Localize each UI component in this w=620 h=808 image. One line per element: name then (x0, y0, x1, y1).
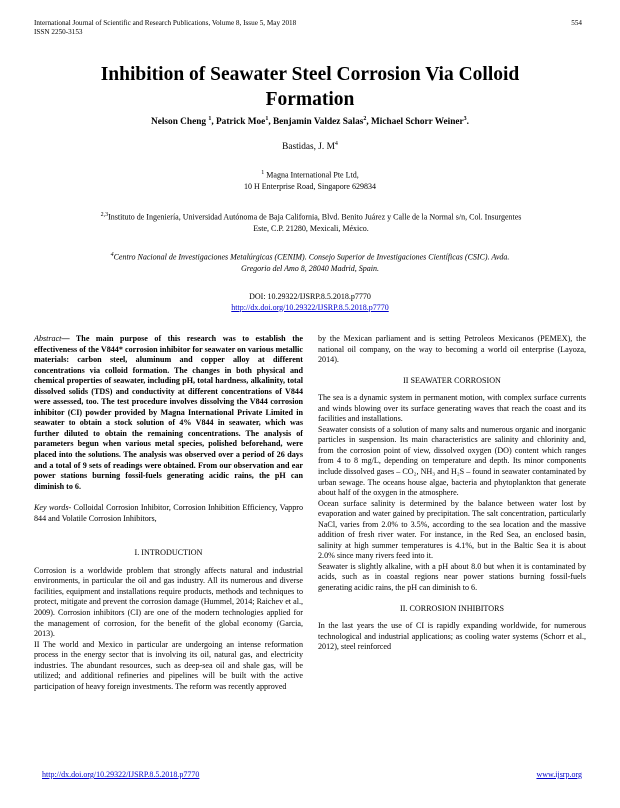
affiliation-line: 10 H Enterprise Road, Singapore 629834 (244, 181, 376, 191)
paragraph: II The world and Mexico in particular are undergoing an intense reformation process in the energy sector that is involving its oil, natural gas, and electricity industries. The abundant resources, such as deep-sea oil and shale gas, will be utilized; and additional refineries and pipelines will be built with the active participation of heavy foreign investments. The reform was recently approved (34, 639, 303, 691)
page-number: 554 (571, 19, 582, 27)
running-header (34, 19, 296, 37)
affiliation-line: Instituto de Ingeniería, Universidad Autónoma de Baja California, Blvd. Benito Juárez y Calle de la Normal s/n, Col. Insurgentes (108, 212, 522, 222)
author-affiliation-mark: 1 (208, 116, 212, 122)
paragraph: The sea is a dynamic system in permanent motion, with complex surface currents and winds blowing over its surface generating waves that reach the coast and its facilities and installations. (318, 393, 586, 424)
author-affiliation-mark: 4 (334, 141, 338, 147)
doi-link[interactable]: http://dx.doi.org/10.29322/IJSRP.8.5.2018.p7770 (231, 302, 389, 312)
left-column (34, 334, 303, 692)
paragraph: Corrosion is a worldwide problem that strongly affects natural and industrial environments, in particular the oil and gas industry. All its numerous and diverse facilities, equipment and installations require products, methods and techniques to protect, mitigate and prevent the corrosion damage (Hummel, 2014; Raichev et al., 2009). Corrosion inhibitors (CI) are one of the modern technologies applied for the management of corrosion, for the benefit of the global economy (Garcia, 2013). (34, 565, 303, 639)
keywords (34, 503, 303, 524)
journal-name: International Journal of Scientific and Research Publications, Volume 8, Issue 5, May 2018 (34, 19, 297, 27)
paragraph: Seawater consists of a solution of many salts and numerous organic and inorganic particles in suspension. Its main characteristics are salinity and chlorinity and, from the corrosion point of view, dissolved oxygen (DO) content which ranges from 4 to 8 mg/L, depending on temperature and depth. Its minor components include dissolved gases – CO₂, NH₃ and H₂S – found in seawater contaminated by urban sewage. The oceans house algae, bacteria and phytoplankton that generate about half of the oxygen in the atmosphere. (318, 424, 586, 498)
abstract (34, 334, 303, 492)
paragraph: Seawater is slightly alkaline, with a pH about 8.0 but when it is contaminated by acids, such as in coastal regions near power stations burning fossil-fuels generating acidic rains, the pH can diminish to 6. (318, 561, 586, 593)
paragraph: by the Mexican parliament and is setting Petroleos Mexicanos (PEMEX), the national oil company, on the way to becoming a world oil enterprise (Layoza, 2014). (318, 334, 586, 365)
abstract-body: — The main purpose of this research was to establish the effectiveness of the V844* corrosion inhibitor for seawater on various metallic materials: carbon steel, aluminum and copper alloy at different concentrations via colloid formation. The changes in both physical and chemical properties of seawater, including pH, total hardness, alkalinity, total dissolved solids (TDS) and conductivity at different concentrations of V844 were assessed, too. The test procedure involves dissolving the V844 corrosion inhibitor (CI) powder provided by Magna International Private Limited in seawater to obtain a stock solution of 4% V844 in seawater, which was further diluted to obtain the remaining concentrations. The analysis of parameters begun when various metal species, polished beforehand, were placed into the solutions. The analysis was observed over a period of 26 days and a total of 9 sets of readings were obtained. From our observation and ear power stations burning fossil-fuels generating acidic rains, the pH can diminish to 6. (34, 334, 303, 491)
author-affiliation-mark: 2 (363, 116, 367, 122)
affiliation-line: Este, C.P. 21280, Mexicali, México. (253, 223, 369, 233)
paragraph: Ocean surface salinity is determined by the balance between water lost by evaporation and water gained by precipitation. The salt concentration, particularly NaCl, varies from 2.0% to 3.5%, according to the sea location and the massive addition of fresh river water. For instance, in the Red Sea, an enclosed basin, salinity at high summer temperatures is 4.1%, but in the Baltic Sea it is about 2.0% since many rivers feed into it. (318, 498, 586, 561)
doi-block (30, 292, 590, 313)
affiliation-line: Magna International Pte Ltd, (266, 170, 359, 180)
section-heading-introduction: I. INTRODUCTION (134, 548, 203, 558)
author-affiliation-mark: 1 (265, 116, 269, 122)
footer-doi-link[interactable]: http://dx.doi.org/10.29322/IJSRP.8.5.2018.p7770 (42, 770, 200, 779)
author-list-line-2 (30, 141, 590, 152)
section-heading-seawater-corrosion: II SEAWATER CORROSION (403, 375, 501, 385)
affiliation-line: Centro Nacional de Investigaciones Metalúrgicas (CENIM). Consejo Superior de Investigaciones Científicas (CSIC). Avda. (113, 252, 510, 262)
affiliation-mark: 2,3 (100, 212, 109, 218)
abstract-label: Abstract (34, 334, 62, 343)
affiliation-3 (40, 250, 580, 274)
affiliation-mark: 1 (261, 170, 265, 176)
doi-text: DOI: 10.29322/IJSRP.8.5.2018.p7770 (249, 292, 371, 301)
author-name: Nelson Cheng (151, 117, 207, 128)
section-heading-corrosion-inhibitors: II. CORROSION INHIBITORS (400, 603, 504, 613)
author-name: Bastidas, J. M (282, 142, 335, 153)
keywords-label: Key words (34, 503, 69, 513)
title-line-2: Formation (265, 89, 355, 110)
paper-title (30, 62, 590, 112)
affiliation-mark: 4 (110, 252, 114, 258)
author-list: Nelson Cheng $^1$, Patrick Moe$^1$, Benjamin Valdez Salas$^2$, Michael Schorr Weiner$^3$. (151, 116, 469, 128)
footer-site-link[interactable]: www.ijsrp.org (536, 770, 582, 779)
author-affiliation-mark: 3 (463, 116, 467, 122)
affiliation-2 (38, 210, 584, 234)
author-name: Patrick Moe (216, 117, 266, 128)
issn: ISSN 2250-3153 (34, 28, 83, 36)
right-column (318, 334, 586, 653)
keywords-body: - Colloidal Corrosion Inhibitor, Corrosion Inhibition Efficiency, Vappro 844 and Volatile Corrosion Inhibitors, (34, 503, 303, 523)
author-name: Benjamin Valdez Salas (272, 117, 364, 128)
title-line-1: Inhibition of Seawater Steel Corrosion Via Colloid (100, 64, 520, 85)
affiliation-line: Gregorio del Amo 8, 28040 Madrid, Spain. (241, 263, 379, 273)
author-name: Michael Schorr Weiner (371, 117, 464, 128)
affiliation-1 (40, 168, 580, 192)
paragraph: In the last years the use of CI is rapidly expanding worldwide, for numerous technological and industrial applications; as cooling water systems (Schorr et al., 2012), steel reinforced (318, 621, 586, 652)
